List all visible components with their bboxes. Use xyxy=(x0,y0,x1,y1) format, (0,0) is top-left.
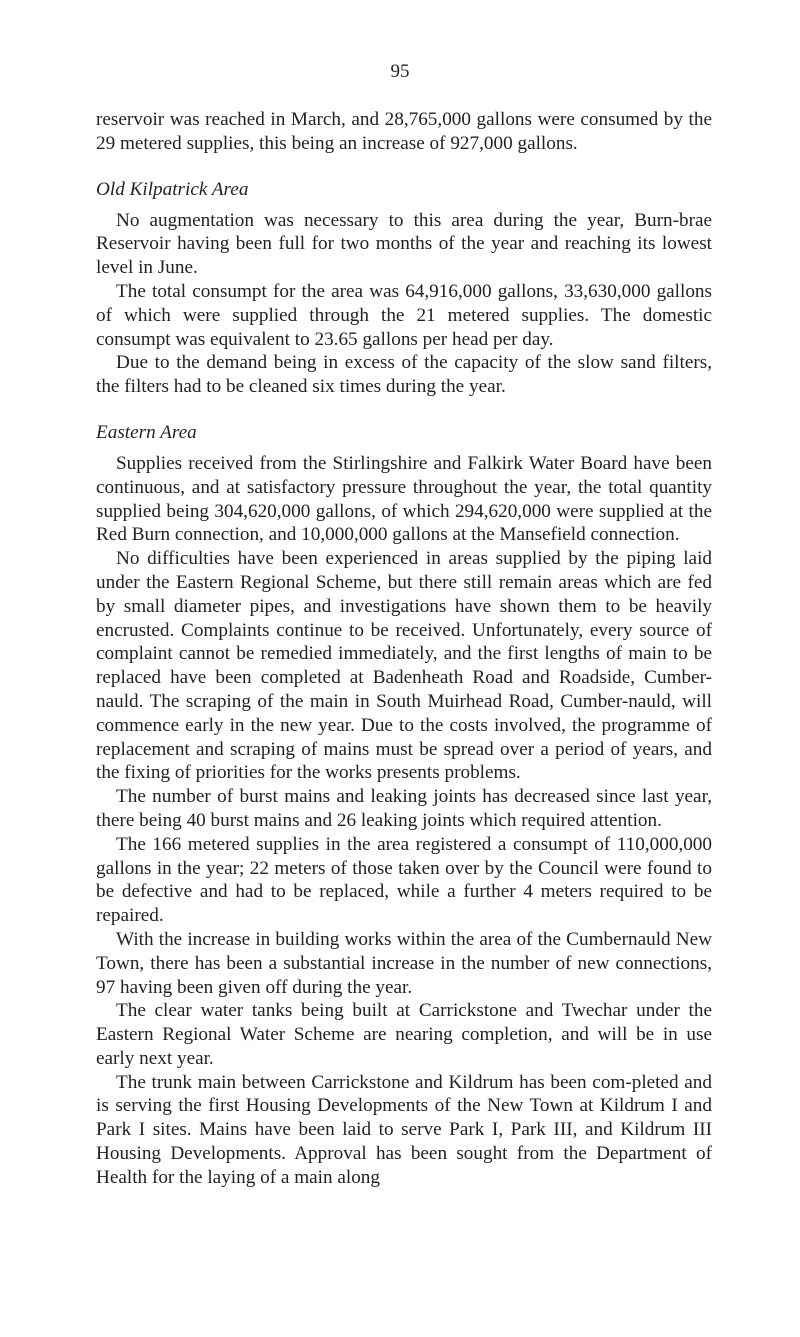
paragraph: The total consumpt for the area was 64,916,000 gallons, 33,630,000 gallons of which were supplied through the 21 metered supplies. The domestic consumpt was equivalent to 23.65 gallons per head per day. xyxy=(96,280,712,350)
paragraph: The trunk main between Carrickstone and Kildrum has been com-pleted and is serving the first Housing Developments of the New Town at Kildrum I and Park I sites. Mains have been laid to serve Park I, Park III, and Kildrum III Housing Developments. Approval has been sought from the Department of Health for the laying of a main along xyxy=(96,1071,712,1188)
paragraph: The number of burst mains and leaking joints has decreased since last year, there being 40 burst mains and 26 leaking joints which required attention. xyxy=(96,786,712,831)
paragraph: With the increase in building works within the area of the Cumbernauld New Town, there has been a substantial increase in the number of new connections, 97 having been given off during the year. xyxy=(96,928,712,998)
section-heading: Old Kilpatrick Area xyxy=(96,178,249,200)
section-heading: Eastern Area xyxy=(96,421,197,443)
paragraph: Supplies received from the Stirlingshire and Falkirk Water Board have been continuous, and at satisfactory pressure throughout the year, the total quantity supplied being 304,620,000 gallons, of which 294,620,000 were supplied at the Red Burn connection, and 10,000,000 gallons at the Mansefield connection. xyxy=(96,452,712,546)
paragraph: Due to the demand being in excess of the capacity of the slow sand filters, the filters had to be cleaned six times during the year. xyxy=(96,352,712,398)
section-eastern-area xyxy=(96,421,712,1190)
section-old-kilpatrick xyxy=(96,178,712,399)
paragraph: The 166 metered supplies in the area registered a consumpt of 110,000,000 gallons in the year; 22 meters of those taken over by the Council were found to be defective and had to be replaced, while a further 4 meters required to be repaired. xyxy=(96,833,712,927)
paragraph: The clear water tanks being built at Carrickstone and Twechar under the Eastern Regional Water Scheme are nearing completion, and will be in use early next year. xyxy=(96,1000,712,1069)
paragraph: No difficulties have been experienced in areas supplied by the piping laid under the Eastern Regional Scheme, but there still remain areas which are fed by small diameter pipes, and investigations have shown them to be heavily encrusted. Complaints continue to be received. Unfortunately, every source of complaint cannot be remedied immediately, and the first lengths of main to be replaced have been completed at Badenheath Road and Roadside, Cumber-nauld. The scraping of the main in South Muirhead Road, Cumber-nauld, will commence early in the new year. Due to the costs involved, the programme of replacement and scraping of mains must be spread over a period of years, and the fixing of priorities for the works presents problems. xyxy=(96,548,712,784)
page-number: 95 xyxy=(390,61,410,82)
document-body xyxy=(96,108,712,1190)
intro-paragraph: reservoir was reached in March, and 28,765,000 gallons were consumed by the 29 metered supplies, this being an increase of 927,000 gallons. xyxy=(96,109,712,154)
paragraph: No augmentation was necessary to this area during the year, Burn-brae Reservoir having been full for two months of the year and reaching its lowest level in June. xyxy=(96,209,712,279)
